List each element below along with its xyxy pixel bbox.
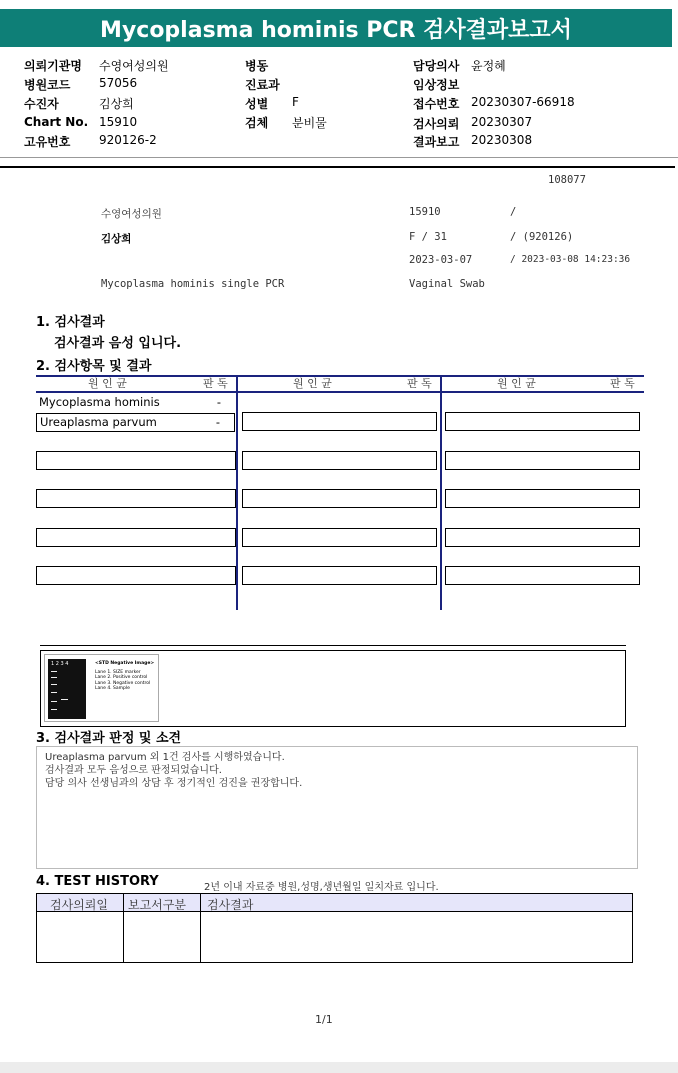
section1-title: 1. 검사결과: [36, 315, 105, 330]
header-organism: 원 인 균: [88, 377, 127, 390]
empty-cell: [445, 489, 640, 508]
info-label: 의뢰기관명: [24, 59, 82, 73]
section4-title: 4. TEST HISTORY: [36, 874, 159, 889]
divider: [40, 645, 626, 646]
patient-info: [0, 0, 678, 160]
gel-caption-line: Lane 1. SIZE marker: [95, 669, 141, 675]
empty-cell: [242, 489, 437, 508]
organism-result: -: [216, 395, 221, 409]
empty-cell: [242, 451, 437, 470]
empty-cell: [445, 566, 640, 585]
info-label: 병동: [245, 59, 269, 73]
empty-cell: [445, 528, 640, 547]
empty-cell: [445, 412, 640, 431]
info-label: 임상정보: [413, 78, 460, 92]
chart-number: 15910: [409, 206, 441, 218]
page-number: 1/1: [315, 1013, 333, 1026]
test-name: Mycoplasma hominis single PCR: [101, 278, 285, 290]
header-judgement: 판 독: [407, 377, 432, 390]
info-label: 진료과: [245, 78, 280, 92]
sex-age: F / 31: [409, 231, 447, 243]
gel-caption-line: Lane 2. Positive control: [95, 675, 148, 680]
code-number: 108077: [548, 174, 586, 186]
opinion-box: [36, 746, 638, 869]
gel-photo: [48, 659, 86, 719]
info-label: 병원코드: [24, 78, 71, 92]
organism-name: Mycoplasma hominis: [39, 395, 160, 409]
gel-caption: [95, 661, 154, 692]
info-label: 검체: [245, 116, 269, 130]
result-row: [36, 413, 235, 432]
info-label: 결과보고: [413, 135, 460, 149]
empty-cell: [445, 451, 640, 470]
gel-image: [44, 654, 159, 722]
header-organism: 원 인 균: [497, 377, 536, 390]
overall-result: 검사결과 음성 입니다.: [54, 336, 182, 351]
info-value: 20230307: [471, 115, 533, 129]
info-label: 접수번호: [413, 97, 460, 111]
organism-name: Ureaplasma parvum: [40, 415, 157, 429]
history-note: 2년 이내 자료중 병원,성명,생년월일 일치자료 입니다.: [204, 882, 439, 893]
column-divider: [200, 894, 201, 962]
section3-title: 3. 검사결과 판정 및 소견: [36, 731, 182, 746]
info-label: Chart No.: [24, 115, 89, 129]
info-value: 15910: [99, 115, 138, 129]
report-time: / 2023-03-08 14:23:36: [510, 254, 631, 265]
gel-band: [51, 671, 57, 672]
gel-band: [51, 677, 57, 678]
info-value: 윤정혜: [471, 59, 506, 73]
history-header: 검사결과: [207, 898, 254, 912]
result-row: [36, 394, 235, 413]
info-label: 수진자: [24, 97, 59, 111]
birth-code: / (920126): [510, 231, 574, 243]
column-divider: [440, 375, 442, 610]
info-label: 담당의사: [413, 59, 460, 73]
patient-name: 김상희: [101, 233, 132, 245]
footer-bar: [0, 1062, 678, 1073]
divider: [0, 166, 675, 168]
column-divider: [236, 375, 238, 610]
info-value: 분비물: [292, 116, 327, 130]
gel-band: [61, 699, 68, 700]
history-header-row: [37, 894, 632, 912]
table-top-border: [36, 375, 644, 377]
empty-cell: [36, 489, 236, 508]
empty-cell: [242, 566, 437, 585]
gel-band: [51, 709, 57, 710]
specimen-type: Vaginal Swab: [409, 278, 485, 290]
info-value: 57056: [99, 76, 138, 90]
empty-cell: [36, 451, 236, 470]
header-judgement: 판 독: [610, 377, 635, 390]
info-label: 검사의뢰: [413, 117, 460, 131]
header-organism: 원 인 균: [293, 377, 332, 390]
info-label: 성별: [245, 97, 269, 111]
info-label: 고유번호: [24, 135, 71, 149]
gel-caption-line: Lane 3. Negative control: [95, 680, 151, 686]
history-header: 보고서구분: [128, 898, 186, 912]
gel-caption-line: Lane 4. Sample: [95, 686, 130, 691]
info-value: 수영여성의원: [99, 59, 169, 73]
gel-caption-title: <STD Negative Image>: [95, 661, 155, 666]
info-value: F: [292, 95, 299, 109]
request-date: 2023-03-07: [409, 254, 473, 266]
clinic-name: 수영여성의원: [101, 208, 162, 220]
history-header: 검사의뢰일: [50, 898, 108, 912]
info-value: 김상희: [99, 97, 134, 111]
opinion-line: Ureaplasma parvum 외 1건 검사를 시행하였습니다.: [45, 752, 285, 763]
empty-cell: [36, 566, 236, 585]
separator: /: [510, 206, 517, 218]
history-table: [36, 893, 633, 963]
header-judgement: 판 독: [203, 377, 228, 390]
divider: [0, 157, 678, 158]
section2-title: 2. 검사항목 및 결과: [36, 359, 152, 374]
empty-cell: [242, 412, 437, 431]
gel-band: [51, 684, 57, 685]
gel-band: [51, 692, 57, 693]
info-value: 920126-2: [99, 133, 157, 147]
opinion-line: 담당 의사 선생님과의 상담 후 정기적인 검진을 권장합니다.: [45, 778, 303, 789]
info-value: 20230308: [471, 133, 533, 147]
column-divider: [123, 894, 124, 962]
table-header-border: [36, 391, 644, 393]
gel-band: [51, 701, 57, 702]
gel-lane-numbers: 1 2 3 4: [51, 661, 69, 667]
report-title: Mycoplasma hominis PCR 검사결과보고서: [100, 17, 572, 43]
opinion-line: 검사결과 모두 음성으로 판정되었습니다.: [45, 765, 222, 776]
empty-cell: [36, 528, 236, 547]
empty-cell: [242, 528, 437, 547]
organism-result: -: [215, 415, 220, 429]
info-value: 20230307-66918: [471, 95, 575, 109]
